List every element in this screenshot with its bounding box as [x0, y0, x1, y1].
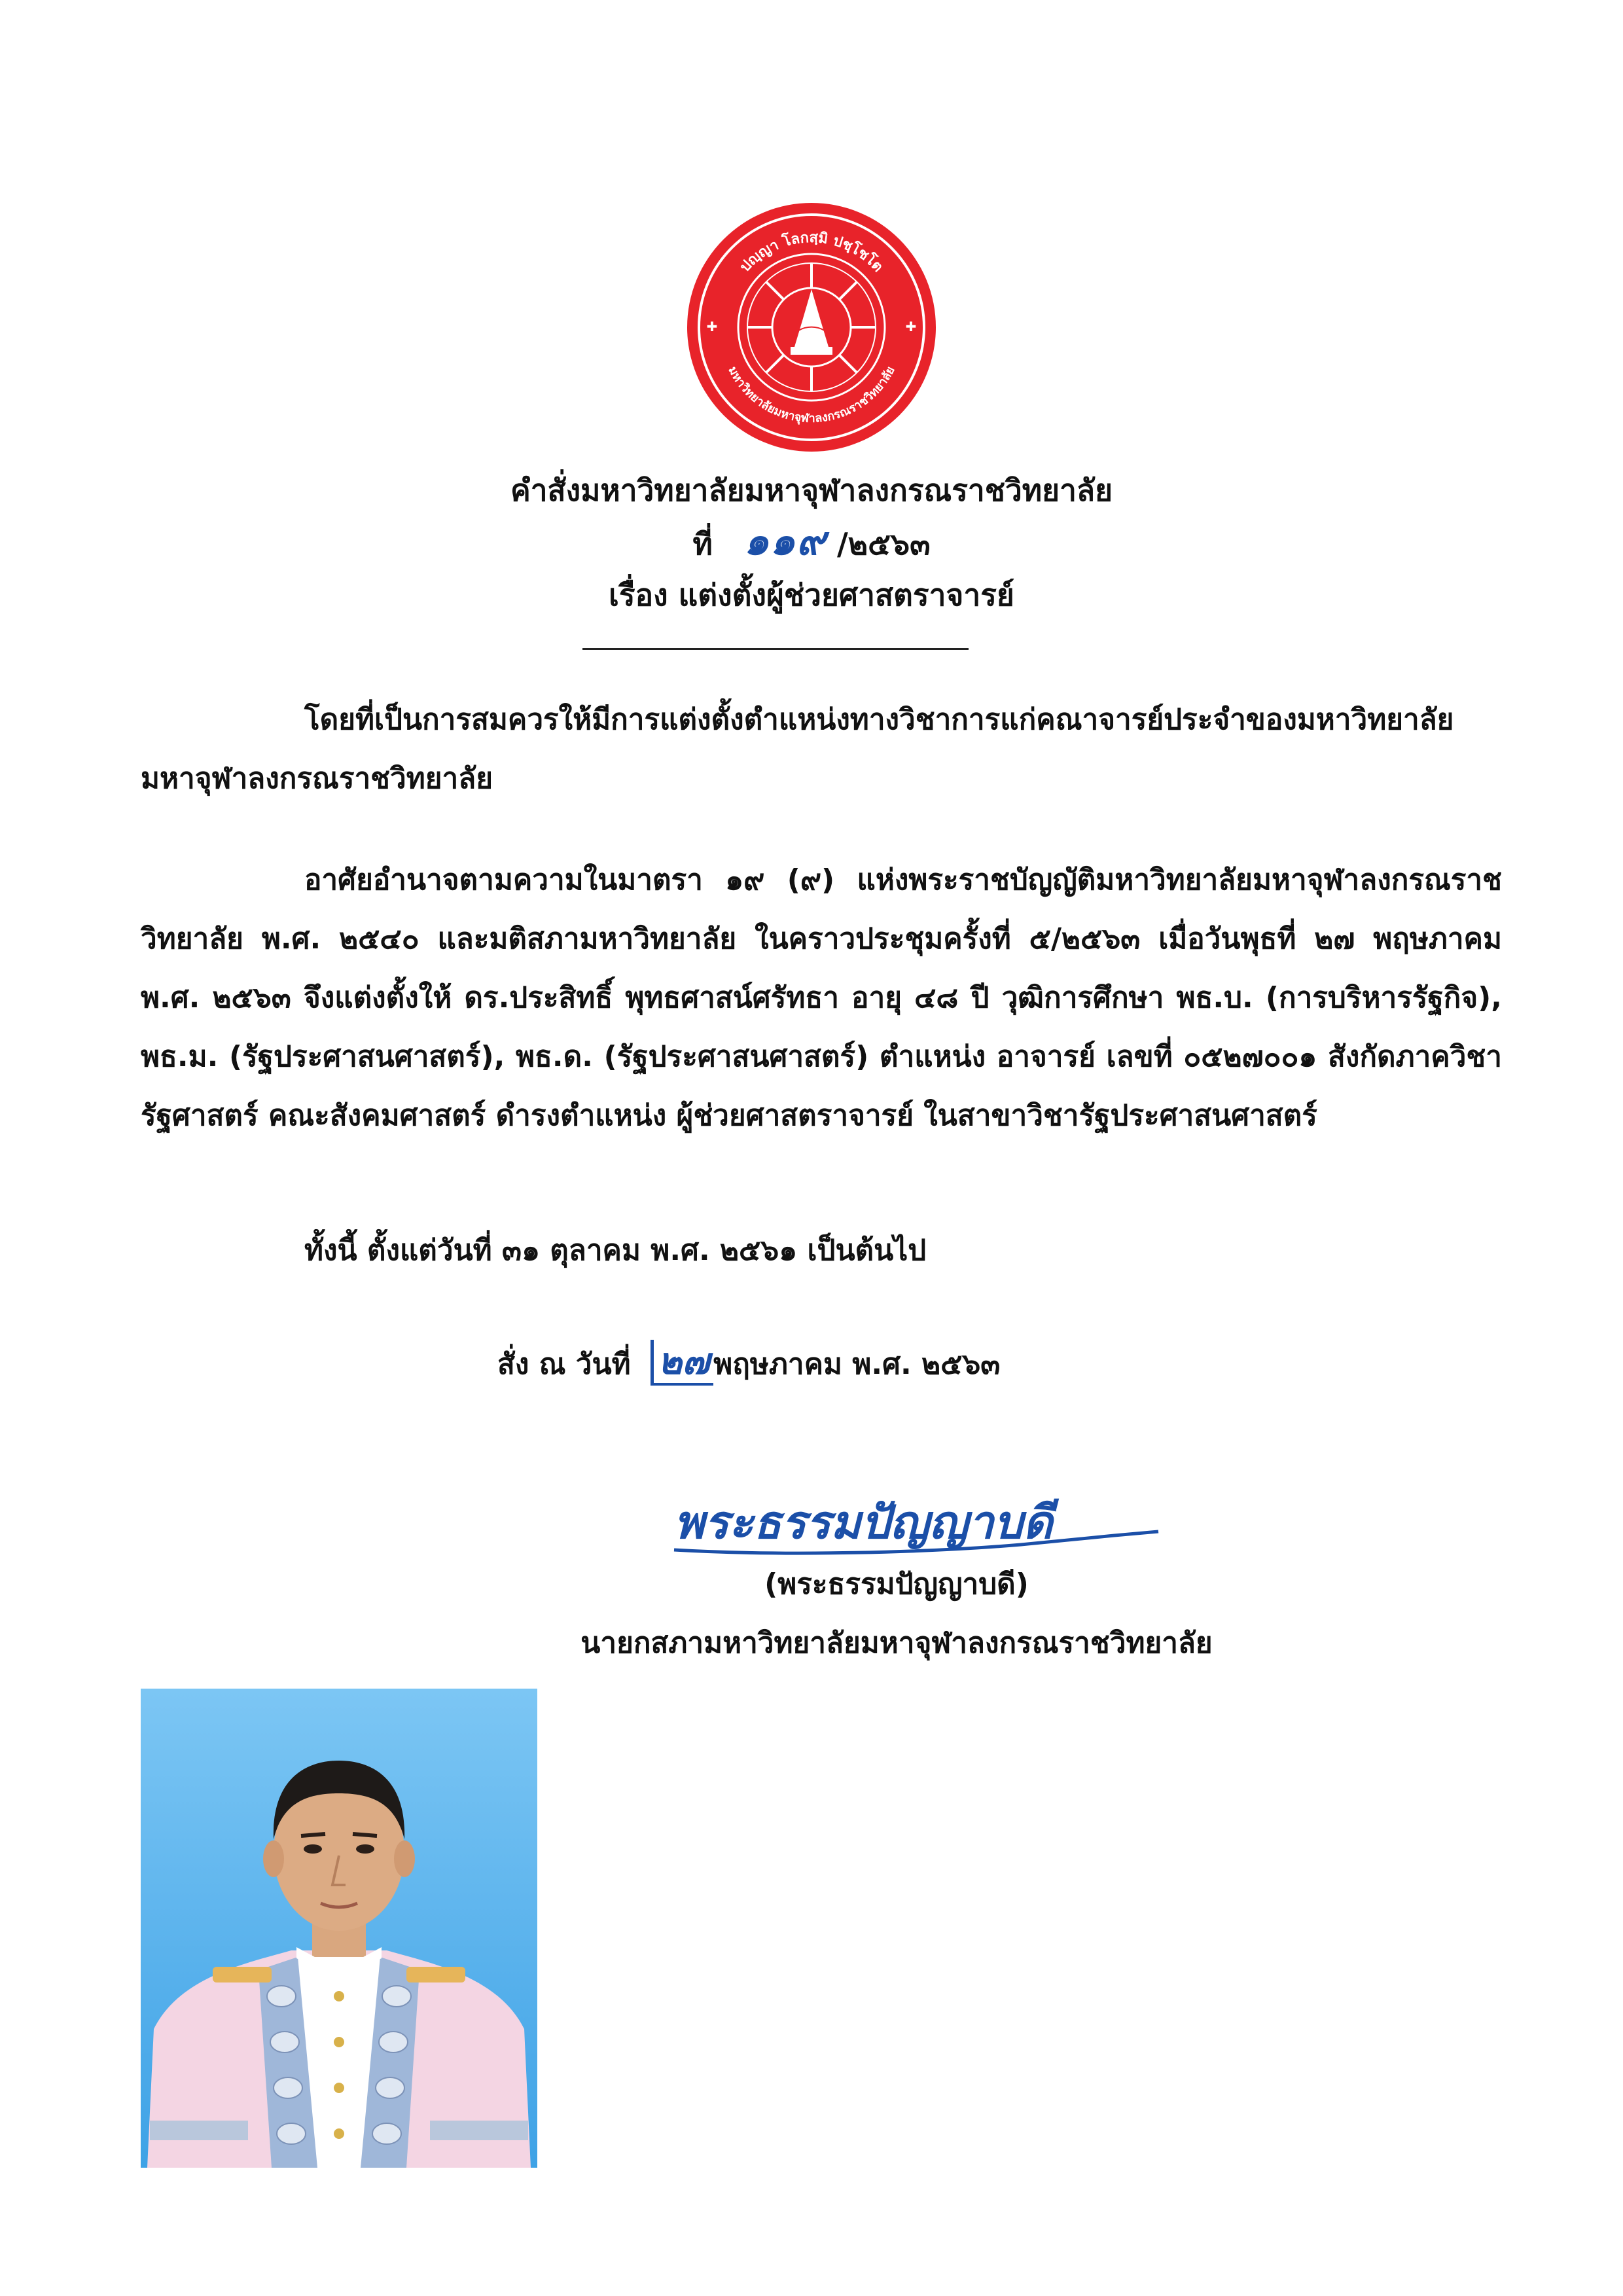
effective-date: ทั้งนี้ ตั้งแต่วันที่ ๓๑ ตุลาคม พ.ศ. ๒๕๖๑ เป็นต้นไป [304, 1234, 927, 1267]
signature [654, 1466, 1178, 1571]
university-seal [681, 196, 942, 458]
seal-bottom-text: มหาวิทยาลัยมหาจุฬาลงกรณราชวิทยาลัย [725, 364, 898, 426]
order-number-suffix: /๒๕๖๓ [836, 526, 931, 562]
portrait-photo [141, 1689, 537, 2168]
order-date-suffix: พฤษภาคม พ.ศ. ๒๕๖๓ [713, 1348, 1001, 1381]
body-paragraph-2: อาศัยอำนาจตามความในมาตรา ๑๙ (๙) แห่งพระราชบัญญัติมหาวิทยาลัยมหาจุฬาลงกรณราชวิทยาลัย พ.ศ. ๒๕๔๐ และมติสภามหาวิทยาลัย ในคราวประชุมครั้งที่ ๕/๒๕๖๓ เมื่อวันพุธที่ ๒๗ พฤษภาคม พ.ศ. ๒๕๖๓ จึงแต่งตั้งให้ ดร.ประสิทธิ์ พุทธศาสน์ศรัทธา อายุ ๔๘ ปี วุฒิการศึกษา พธ.บ. (การบริหารรัฐกิจ), พธ.ม. (รัฐประศาสนศาสตร์), พธ.ด. (รัฐประศาสนศาสตร์) ตำแหน่ง อาจารย์ เลขที่ ๐๕๒๗๐๐๑ สังกัดภาควิชารัฐศาสตร์ คณะสังคมศาสตร์ ดำรงตำแหน่ง ผู้ช่วยศาสตราจารย์ ในสาขาวิชารัฐประศาสนศาสตร์ [141, 863, 1502, 1132]
signer-title: นายกสภามหาวิทยาลัยมหาจุฬาลงกรณราชวิทยาลัย [580, 1626, 1213, 1660]
order-header [0, 465, 1623, 620]
order-day-handwritten: ๒๗ [651, 1340, 713, 1386]
order-number-prefix: ที่ [692, 526, 713, 562]
svg-text:พระธรรมปัญญาบดี: พระธรรมปัญญาบดี [674, 1495, 1053, 1549]
signer-name: (พระธรรมปัญญาบดี) [764, 1568, 1029, 1601]
order-number [0, 516, 1623, 569]
body-paragraph-1: โดยที่เป็นการสมควรให้มีการแต่งตั้งตำแหน่งทางวิชาการแก่คณาจารย์ประจำของมหาวิทยาลัยมหาจุฬาลงกรณราชวิทยาลัย [141, 703, 1454, 795]
order-subject: เรื่อง แต่งตั้งผู้ช่วยศาสตราจารย์ [609, 577, 1014, 613]
order-number-handwritten: ๑๑๙ [743, 518, 827, 564]
order-date [497, 1332, 1000, 1390]
svg-text:✚: ✚ [706, 319, 718, 334]
order-date-prefix: สั่ง ณ วันที่ [497, 1348, 631, 1381]
title-divider [582, 648, 969, 650]
svg-text:✚: ✚ [905, 319, 917, 334]
seal-top-text: ปญฺญา โลกสฺมิ ปชฺโชโต [737, 229, 886, 276]
order-title: คำสั่งมหาวิทยาลัยมหาจุฬาลงกรณราชวิทยาลัย [510, 473, 1113, 508]
